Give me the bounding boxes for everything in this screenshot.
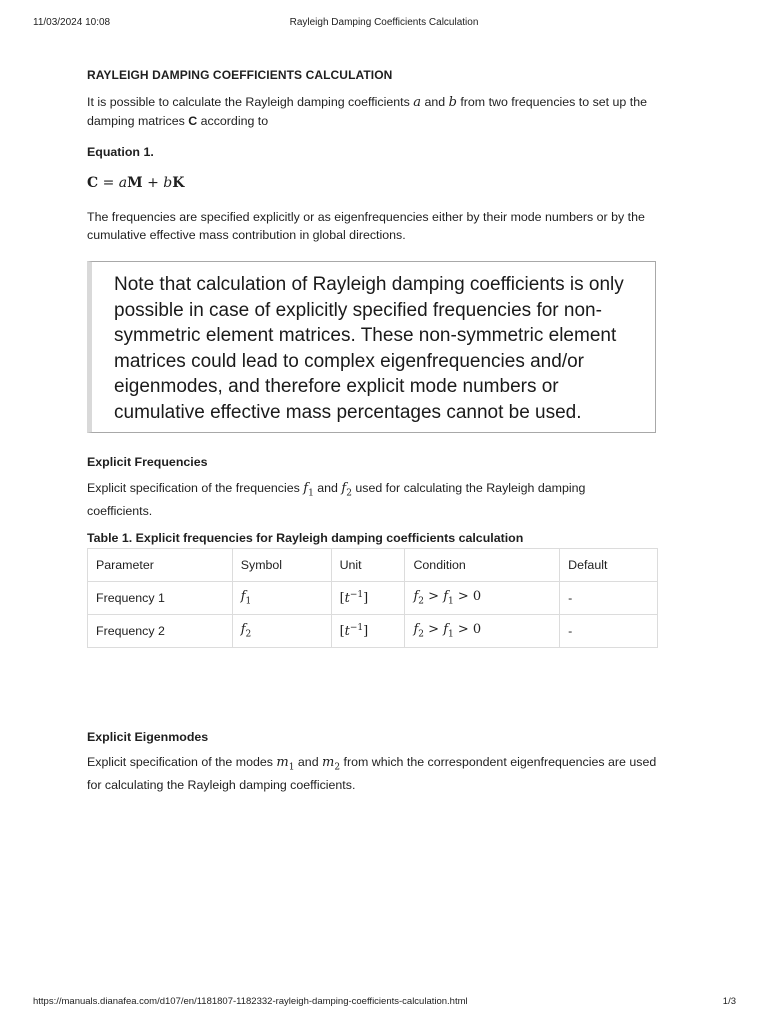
eq-plus: + [142, 175, 164, 191]
unit-bracket: ] [363, 624, 369, 640]
table-row [88, 615, 658, 648]
note-box [87, 261, 656, 433]
symbol-var: f [240, 589, 246, 605]
var-c: C [188, 114, 198, 128]
unit-bracket: [ [339, 624, 345, 640]
eq-k: K [172, 175, 185, 191]
page-title: RAYLEIGH DAMPING COEFFICIENTS CALCULATION [87, 68, 393, 82]
ef-text: used for calculating the Rayleigh damping coefficients. [87, 481, 586, 519]
eq-m: M [127, 175, 143, 191]
cell-default: - [560, 615, 658, 648]
eq-sign: = [98, 175, 119, 191]
cond-op: > 0 [453, 589, 482, 605]
em-text: from which the correspondent eigenfrequencies are used for calculating the Rayleigh damping coefficients. [87, 755, 657, 793]
print-datetime: 11/03/2024 10:08 [33, 17, 111, 28]
intro-text: from two frequencies to set up the damping matrices [87, 95, 647, 128]
intro-text: and [421, 95, 449, 109]
cell-symbol [232, 582, 331, 615]
table-header-cell: Default [560, 549, 658, 582]
var-a: a [413, 95, 422, 110]
var-f1-sub: 1 [308, 488, 314, 499]
cond-op: > [424, 589, 444, 605]
cell-parameter: Frequency 1 [88, 582, 233, 615]
intro-text: It is possible to calculate the Rayleigh damping coefficients [87, 95, 414, 109]
cell-default: - [560, 582, 658, 615]
var-m2-sub: 2 [334, 762, 341, 773]
explicit-frequencies-paragraph [87, 479, 647, 520]
intro-paragraph [87, 93, 659, 130]
unit-exp: −1 [349, 589, 364, 600]
table-header-cell: Parameter [88, 549, 233, 582]
var-m1-sub: 1 [288, 762, 295, 773]
table-caption: Table 1. Explicit frequencies for Rayleigh damping coefficients calculation [87, 531, 524, 545]
unit-var: t [344, 591, 350, 607]
cell-parameter: Frequency 2 [88, 615, 233, 648]
var-m2: m [322, 755, 335, 770]
unit-exp: −1 [349, 622, 364, 633]
em-text: and [294, 755, 323, 769]
cond-op: > [424, 622, 444, 638]
eq-c: C [87, 175, 99, 191]
table-header-row [88, 549, 658, 582]
table-row [88, 582, 658, 615]
cond-var: f [443, 622, 448, 638]
cond-var: f [413, 622, 419, 638]
var-f1: f [303, 481, 309, 496]
explicit-frequencies-heading: Explicit Frequencies [87, 455, 208, 469]
var-f2-sub: 2 [346, 488, 352, 499]
eq-a: a [118, 175, 128, 191]
cond-var: f [413, 589, 419, 605]
explicit-eigenmodes-paragraph [87, 753, 659, 794]
unit-bracket: ] [363, 591, 369, 607]
ef-text: and [313, 481, 342, 495]
cond-sub: 1 [448, 629, 454, 640]
frequencies-table [87, 548, 658, 648]
equation-label: Equation 1. [87, 145, 154, 159]
cell-condition [405, 615, 560, 648]
symbol-var: f [240, 622, 246, 638]
note-text: Note that calculation of Rayleigh damping coefficients is only possible in case of explicitly specified frequencies for non-symmetric element matrices. These non-symmetric element matrices could lead to complex eigenfrequencies and/or eigenmodes, and therefore explicit mode numbers or cumulative effective mass percentages cannot be used. [114, 274, 624, 423]
table-header-cell: Condition [405, 549, 560, 582]
frequencies-paragraph: The frequencies are specified explicitly or as eigenfrequencies either by their mode numbers or by the cumulative effective mass contribution in global directions. [87, 210, 645, 242]
cell-unit [331, 615, 405, 648]
em-text: Explicit specification of the modes [87, 755, 277, 769]
table-header-cell: Symbol [232, 549, 331, 582]
equation-1 [87, 175, 184, 191]
eq-b: b [163, 175, 173, 191]
ef-text: Explicit specification of the frequencies [87, 481, 304, 495]
cell-condition [405, 582, 560, 615]
var-m1: m [276, 755, 289, 770]
cond-op: > 0 [453, 622, 482, 638]
cond-sub: 1 [448, 596, 454, 607]
symbol-sub: 1 [245, 596, 252, 607]
explicit-eigenmodes-heading: Explicit Eigenmodes [87, 730, 209, 744]
unit-var: t [344, 624, 350, 640]
cell-unit [331, 582, 405, 615]
intro-text: according to [197, 114, 269, 128]
cell-symbol [232, 615, 331, 648]
var-b: b [448, 95, 457, 110]
table-header-cell: Unit [331, 549, 405, 582]
footer-page-number: 1/3 [722, 996, 736, 1007]
cond-sub: 2 [418, 596, 425, 607]
var-f2: f [341, 481, 347, 496]
cond-var: f [443, 589, 448, 605]
cond-sub: 2 [418, 629, 425, 640]
symbol-sub: 2 [245, 629, 252, 640]
print-doc-title: Rayleigh Damping Coefficients Calculation [289, 17, 479, 28]
footer-url: https://manuals.dianafea.com/d107/en/1181807-1182332-rayleigh-damping-coefficients-calculation.html [33, 996, 468, 1007]
unit-bracket: [ [339, 591, 345, 607]
